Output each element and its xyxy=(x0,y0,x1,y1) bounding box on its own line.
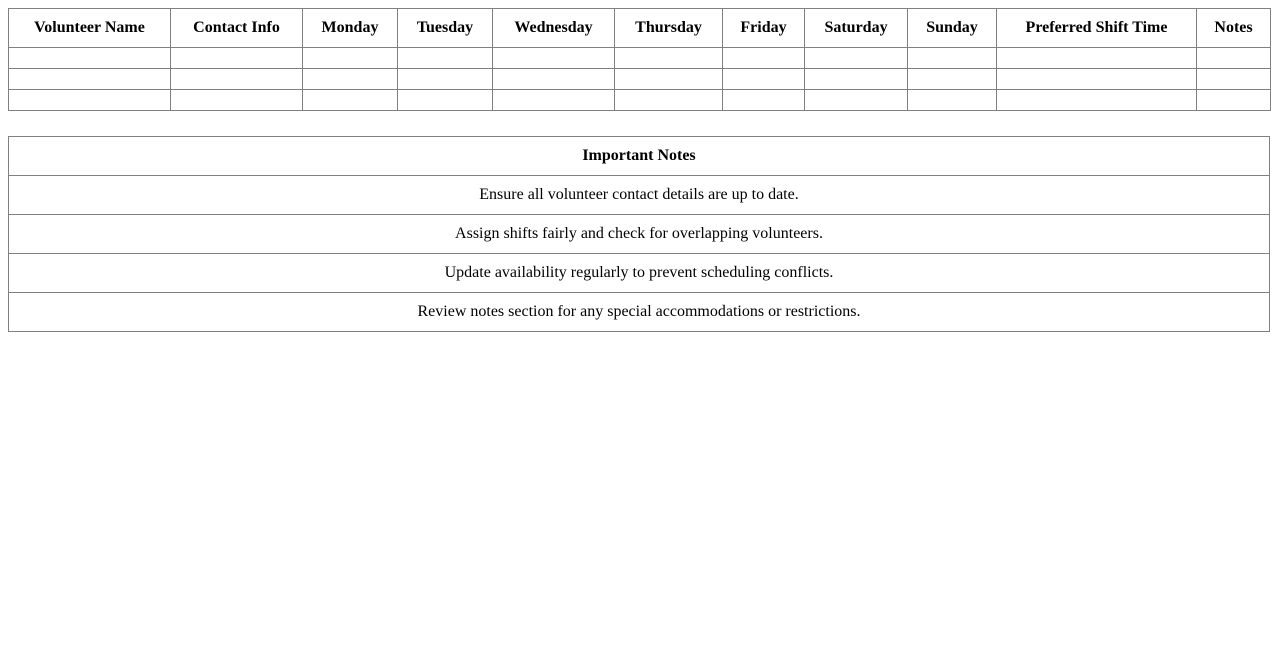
table-cell[interactable] xyxy=(1197,48,1271,69)
table-cell[interactable] xyxy=(398,90,493,111)
column-header-thursday: Thursday xyxy=(615,9,723,48)
column-header-friday: Friday xyxy=(723,9,805,48)
table-cell[interactable] xyxy=(398,48,493,69)
note-item: Ensure all volunteer contact details are up to date. xyxy=(9,176,1270,215)
table-row xyxy=(9,48,1271,69)
table-row xyxy=(9,69,1271,90)
table-cell[interactable] xyxy=(493,90,615,111)
column-header-contact-info: Contact Info xyxy=(171,9,303,48)
column-header-notes: Notes xyxy=(1197,9,1271,48)
table-cell[interactable] xyxy=(303,69,398,90)
note-item: Assign shifts fairly and check for overlapping volunteers. xyxy=(9,215,1270,254)
column-header-saturday: Saturday xyxy=(805,9,908,48)
table-cell[interactable] xyxy=(908,48,997,69)
table-cell[interactable] xyxy=(303,90,398,111)
table-cell[interactable] xyxy=(908,90,997,111)
column-header-monday: Monday xyxy=(303,9,398,48)
note-row xyxy=(9,293,1270,332)
note-row xyxy=(9,176,1270,215)
page-content xyxy=(8,8,1270,332)
table-cell[interactable] xyxy=(723,90,805,111)
column-header-preferred-shift-time: Preferred Shift Time xyxy=(997,9,1197,48)
table-cell[interactable] xyxy=(9,90,171,111)
volunteer-schedule-table xyxy=(8,8,1271,111)
table-cell[interactable] xyxy=(997,69,1197,90)
table-cell[interactable] xyxy=(615,48,723,69)
table-row xyxy=(9,90,1271,111)
column-header-tuesday: Tuesday xyxy=(398,9,493,48)
table-cell[interactable] xyxy=(723,69,805,90)
column-header-volunteer-name: Volunteer Name xyxy=(9,9,171,48)
column-header-sunday: Sunday xyxy=(908,9,997,48)
table-cell[interactable] xyxy=(805,90,908,111)
table-cell[interactable] xyxy=(997,90,1197,111)
table-cell[interactable] xyxy=(398,69,493,90)
table-cell[interactable] xyxy=(997,48,1197,69)
notes-title: Important Notes xyxy=(9,137,1270,176)
table-cell[interactable] xyxy=(805,69,908,90)
table-cell[interactable] xyxy=(171,69,303,90)
table-cell[interactable] xyxy=(723,48,805,69)
notes-header-row xyxy=(9,137,1270,176)
note-row xyxy=(9,215,1270,254)
note-row xyxy=(9,254,1270,293)
table-cell[interactable] xyxy=(9,69,171,90)
table-cell[interactable] xyxy=(1197,90,1271,111)
table-cell[interactable] xyxy=(9,48,171,69)
table-cell[interactable] xyxy=(493,48,615,69)
note-item: Review notes section for any special accommodations or restrictions. xyxy=(9,293,1270,332)
important-notes-table xyxy=(8,136,1270,332)
table-cell[interactable] xyxy=(171,48,303,69)
note-item: Update availability regularly to prevent scheduling conflicts. xyxy=(9,254,1270,293)
column-header-wednesday: Wednesday xyxy=(493,9,615,48)
table-cell[interactable] xyxy=(1197,69,1271,90)
table-cell[interactable] xyxy=(303,48,398,69)
table-cell[interactable] xyxy=(908,69,997,90)
table-cell[interactable] xyxy=(805,48,908,69)
table-cell[interactable] xyxy=(171,90,303,111)
table-cell[interactable] xyxy=(615,90,723,111)
table-cell[interactable] xyxy=(493,69,615,90)
table-header-row xyxy=(9,9,1271,48)
table-cell[interactable] xyxy=(615,69,723,90)
